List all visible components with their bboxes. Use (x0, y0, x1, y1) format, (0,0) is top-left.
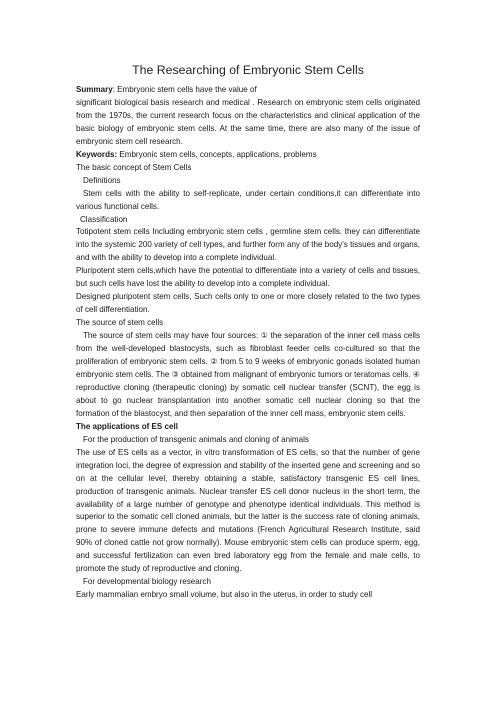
paragraph-intro: significant biological basis research and medical . Research on embryonic stem cells originated from the 1970s, the current research focus on the characteristics and clinical application of the basic biology of embryonic stem cells. At the same time, there are also many of the issue of embryonic stem cell research. (76, 97, 420, 146)
paragraph-transgenic: The use of ES cells as a vector, in vitro transformation of ES cells, so that the number of gene integration loci, the degree of expression and stability of the inserted gene and screening and so on at the cellular level, thereby obtaining a stable, satisfactory transgenic ES cell lines, production of transgenic animals. Nuclear transfer ES cell donor nucleus in the short term, the availability of a large number of genotype and phenotype identical individuals. This method is superior to the somatic cell cloned animals, but the latter is the success rate of cloning animals, prone to severe immune defects and mutations (French Agricultural Research Institute, said 90% of cloned cattle not grow normally). Mouse embryonic stem cells can produce sperm, egg, and successful fertilization can even bred laboratory egg from the female and male cells, to promote the study of reproductive and cloning. (76, 447, 420, 574)
keywords-text: Embryonic stem cells, concepts, applications, problems (117, 149, 317, 159)
keywords-line (76, 149, 420, 162)
paragraph-developmental: Early mammalian embryo small volume, but also in the uterus, in order to study cell (76, 590, 373, 600)
document-body (76, 62, 420, 602)
paragraph-definitions: Stem cells with the ability to self-replicate, under certain conditions,it can differentiate into various functional cells. (76, 188, 420, 211)
subheading-definitions: Definitions (83, 175, 121, 185)
page-title: The Researching of Embryonic Stem Cells (132, 63, 364, 77)
keywords-label: Keywords: (76, 149, 118, 159)
paragraph-designed-pluripotent: Designed pluripotent stem cells, Such cells only to one or more closely related to the two types of cell differentiation. (76, 292, 420, 315)
subheading-transgenic: For the production of transgenic animals and cloning of animals (83, 434, 309, 444)
paragraph-totipotent: Totipotent stem cells Including embryonic stem cells , germline stem cells. they can differentiate into the systemic 200 variety of cell types, and further form any of the body's tissues and organs, and with the ability to develop into a complete individual. (76, 227, 420, 263)
section-heading-applications: The applications of ES cell (76, 421, 178, 431)
section-heading-source: The source of stem cells (76, 318, 164, 328)
subheading-classification: Classification (80, 214, 128, 224)
summary-label: Summary (76, 85, 113, 94)
section-heading-basic-concept: The basic concept of Stem Cells (76, 162, 192, 172)
summary-line (76, 84, 420, 97)
subheading-developmental: For developmental biology research (83, 577, 211, 587)
paragraph-source: The source of stem cells may have four sources: ① the separation of the inner cell mass cells from the well-developed blastocysts, such as fibroblast feeder cells co-cultured so that the proliferation of embryonic stem cells. ② from 5 to 9 weeks of embryonic gonads isolated human embryonic stem cells. The ③ obtained from malignant of embryonic tumors or teratomas cells. ④ reproductive cloning (therapeutic cloning) by somatic cell nuclear transfer (SCNT), the egg is about to go nuclear transplantation into another somatic cell nuclear cloning so that the formation of the blastocyst, and then separation of the inner cell mass, embryonic stem cells. (76, 331, 420, 418)
summary-text: : Embryonic stem cells have the value of (112, 85, 257, 94)
paragraph-pluripotent: Pluripotent stem cells,which have the potential to differentiate into a variety of cells and tissues, but such cells have lost the ability to develop into a complete individual. (76, 266, 420, 289)
